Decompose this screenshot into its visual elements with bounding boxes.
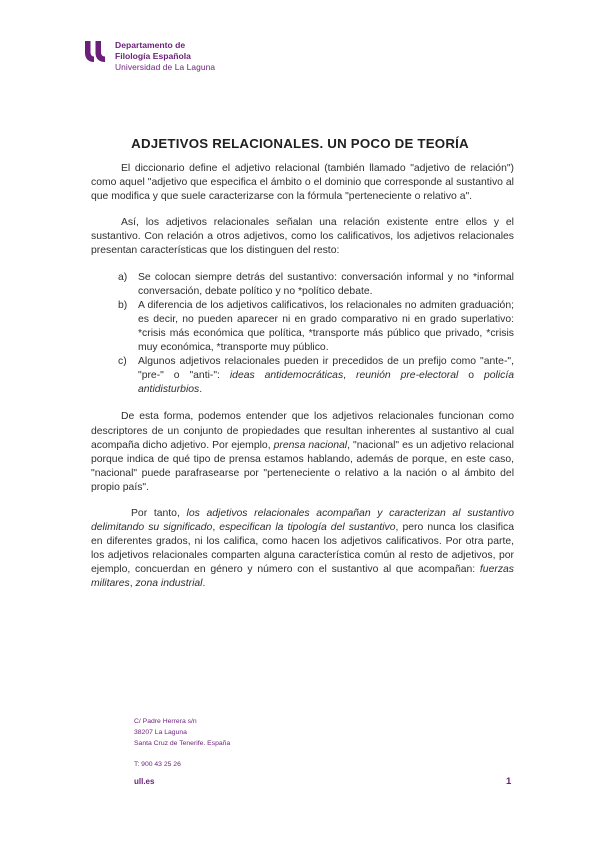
- list-item: [118, 299, 514, 355]
- list-item-text: A diferencia de los adjetivos calificativos, los relacionales no admiten graduación; es decir, no pueden aparecer ni en grado comparativo ni en grado superlativo: *crisis más económica que política, *transporte más público que privado, *crisis muy económica, *transporte muy público.: [138, 299, 514, 354]
- separator: ,: [343, 370, 356, 382]
- list-item-text: Se colocan siempre detrás del sustantivo: conversación informal y no *informal conversación, debate político y no *político debate.: [138, 271, 514, 297]
- text-run: De esta forma, podemos entender que los adjetivos relacionales funcionan como descriptores de un conjunto de propiedades que resultan inherentes al sustantivo al cual acompaña dicho adjetivo. Por ejemplo,: [91, 411, 514, 451]
- example-term: ideas antidemocráticas: [229, 370, 344, 382]
- example-term: fuerzas militares: [91, 564, 514, 590]
- document-body: [91, 162, 514, 604]
- text-run: ,: [212, 522, 220, 534]
- emphasis-text: especifican la tipología del sustantivo: [219, 522, 396, 534]
- paragraph-conclusion: [91, 507, 514, 592]
- example-term: prensa nacional: [273, 439, 348, 451]
- department-name-line2: Filología Española: [115, 51, 191, 61]
- paragraph-definition: El diccionario define el adjetivo relacional (también llamado "adjetivo de relación") como aquel "adjetivo que especifica el ámbito o el dominio que corresponde al sustantivo al que modifica y que suele caracterizarse con la fórmula "perteneciente o relativo a".: [91, 163, 514, 203]
- paragraph-characteristics-intro: Así, los adjetivos relacionales señalan una relación existente entre ellos y el sustantivo. Con relación a otros adjetivos, como los calificativos, los adjetivos relacionales presentan características que los distinguen del resto:: [91, 217, 514, 257]
- characteristics-list: [91, 271, 514, 398]
- text-run: .: [202, 578, 206, 590]
- example-term: policía antidisturbios: [138, 370, 514, 396]
- university-name: Universidad de La Laguna: [115, 62, 216, 72]
- department-name-line1: Departamento de: [115, 40, 186, 50]
- text-run: Por tanto,: [131, 507, 187, 519]
- list-item: [118, 355, 514, 397]
- logo-text: [115, 40, 215, 73]
- address-line: Santa Cruz de Tenerife. España: [134, 740, 231, 747]
- list-marker: a): [118, 271, 128, 283]
- text-run: , pero nunca los clasifica en diferentes grados, ni los califica, como hacen los adjetivos calificativos. Por otra parte, los adjetivos relacionales comparten alguna característica común al resto de adjetivos, por ejemplo, concuerdan en género y número con el sustantivo al que acompañan:: [91, 522, 514, 576]
- footer-address: [134, 716, 230, 770]
- phone-number: T: 900 43 25 26: [134, 761, 181, 768]
- list-marker: b): [118, 299, 128, 311]
- list-marker: c): [118, 356, 127, 368]
- ull-logo-icon: [84, 41, 106, 62]
- sentence-end: .: [199, 384, 203, 396]
- address-line: 38207 La Laguna: [134, 729, 187, 736]
- emphasis-text: los adjetivos relacionales acompañan y caracterizan al sustantivo delimitando su significado: [91, 507, 514, 534]
- text-run: ,: [129, 578, 136, 590]
- list-item: [118, 271, 514, 299]
- example-term: zona industrial: [135, 578, 203, 590]
- department-logo: [84, 41, 234, 75]
- page-number: 1: [506, 776, 512, 787]
- separator: o: [458, 370, 484, 382]
- address-line: C/ Padre Herrera s/n: [134, 718, 197, 725]
- document-title: ADJETIVOS RELACIONALES. UN POCO DE TEORÍA: [131, 136, 469, 151]
- paragraph-descriptors: [91, 410, 514, 495]
- website-link[interactable]: ull.es: [134, 777, 155, 786]
- list-item-text: Algunos adjetivos relacionales pueden ir precedidos de un prefijo como "ante-", "pre-" o "anti-":: [138, 356, 514, 382]
- example-term: reunión pre-electoral: [355, 370, 459, 382]
- text-run: , "nacional" es un adjetivo relacional porque indica de qué tipo de prensa estamos hablando, además de porque, en este caso, "nacional" puede parafrasearse por "perteneciente o relativo a la nación o al ámbito del propio país".: [91, 439, 514, 493]
